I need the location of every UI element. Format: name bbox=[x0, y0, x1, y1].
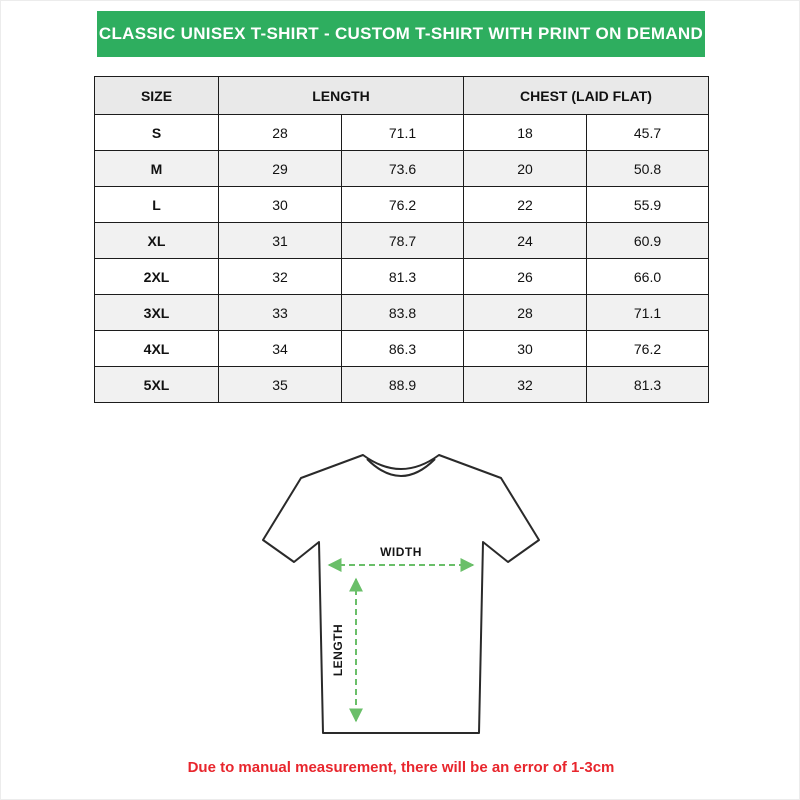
length-cm: 81.3 bbox=[342, 259, 464, 295]
col-header-size: SIZE bbox=[95, 77, 219, 115]
chest-in: 28 bbox=[464, 295, 587, 331]
table-row bbox=[95, 295, 709, 331]
length-in: 33 bbox=[219, 295, 342, 331]
length-in: 31 bbox=[219, 223, 342, 259]
length-cm: 73.6 bbox=[342, 151, 464, 187]
table-row bbox=[95, 331, 709, 367]
chest-in: 26 bbox=[464, 259, 587, 295]
size-value: XL bbox=[95, 223, 219, 259]
chest-in: 20 bbox=[464, 151, 587, 187]
measurement-note: Due to manual measurement, there will be an error of 1-3cm bbox=[187, 759, 615, 776]
chest-in: 32 bbox=[464, 367, 587, 403]
size-value: 2XL bbox=[95, 259, 219, 295]
size-value: 3XL bbox=[95, 295, 219, 331]
chest-cm: 60.9 bbox=[587, 223, 709, 259]
chest-in: 22 bbox=[464, 187, 587, 223]
length-in: 29 bbox=[219, 151, 342, 187]
chest-cm: 50.8 bbox=[587, 151, 709, 187]
size-chart-table bbox=[94, 76, 709, 403]
page-title: CLASSIC UNISEX T-SHIRT - CUSTOM T-SHIRT WITH PRINT ON DEMAND bbox=[98, 24, 704, 43]
chest-cm: 66.0 bbox=[587, 259, 709, 295]
page-title-banner bbox=[97, 11, 705, 57]
table-row bbox=[95, 367, 709, 403]
col-header-length: LENGTH bbox=[219, 77, 464, 115]
length-cm: 71.1 bbox=[342, 115, 464, 151]
chest-in: 30 bbox=[464, 331, 587, 367]
chest-cm: 71.1 bbox=[587, 295, 709, 331]
table-row bbox=[95, 187, 709, 223]
tshirt-outline-svg bbox=[251, 449, 551, 749]
chest-cm: 76.2 bbox=[587, 331, 709, 367]
size-value: 4XL bbox=[95, 331, 219, 367]
col-header-chest: CHEST (LAID FLAT) bbox=[464, 77, 709, 115]
size-value: 5XL bbox=[95, 367, 219, 403]
chest-cm: 81.3 bbox=[587, 367, 709, 403]
length-in: 35 bbox=[219, 367, 342, 403]
length-cm: 86.3 bbox=[342, 331, 464, 367]
tshirt-body-outline bbox=[263, 455, 539, 733]
table-header-row bbox=[95, 77, 709, 115]
chest-cm: 45.7 bbox=[587, 115, 709, 151]
length-in: 28 bbox=[219, 115, 342, 151]
size-value: L bbox=[95, 187, 219, 223]
length-in: 30 bbox=[219, 187, 342, 223]
tshirt-measurement-diagram bbox=[251, 449, 551, 749]
width-label: WIDTH bbox=[380, 545, 422, 559]
size-value: S bbox=[95, 115, 219, 151]
length-in: 32 bbox=[219, 259, 342, 295]
length-cm: 76.2 bbox=[342, 187, 464, 223]
table-row bbox=[95, 115, 709, 151]
chest-in: 18 bbox=[464, 115, 587, 151]
table-row bbox=[95, 223, 709, 259]
table-row bbox=[95, 151, 709, 187]
length-label: LENGTH bbox=[331, 623, 345, 677]
chest-cm: 55.9 bbox=[587, 187, 709, 223]
length-cm: 88.9 bbox=[342, 367, 464, 403]
length-cm: 83.8 bbox=[342, 295, 464, 331]
table-row bbox=[95, 259, 709, 295]
size-value: M bbox=[95, 151, 219, 187]
chest-in: 24 bbox=[464, 223, 587, 259]
length-in: 34 bbox=[219, 331, 342, 367]
length-cm: 78.7 bbox=[342, 223, 464, 259]
